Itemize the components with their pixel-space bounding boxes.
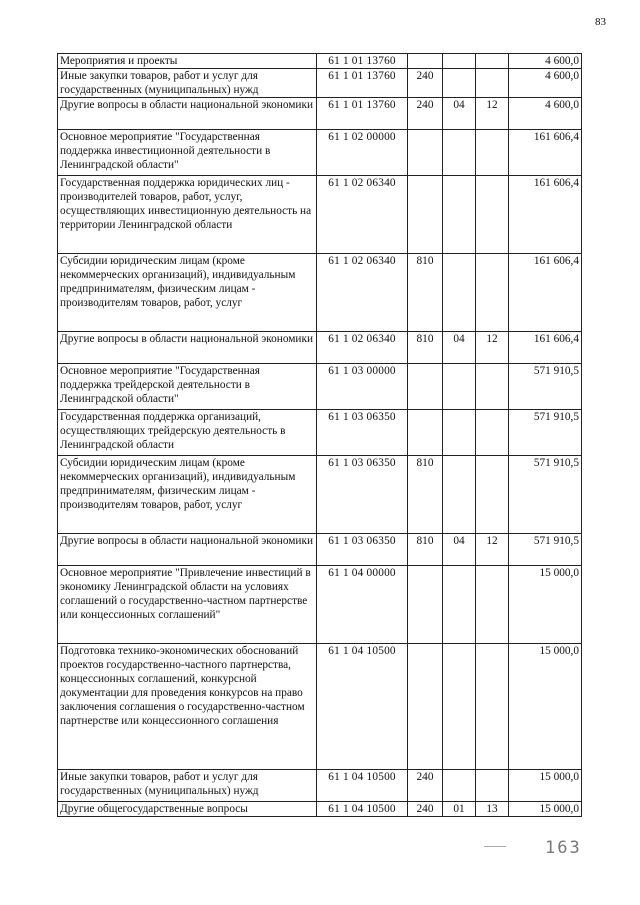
- expense-type: 810: [408, 456, 443, 534]
- amount: 15 000,0: [509, 802, 582, 817]
- target-code: 61 1 02 06340: [317, 332, 408, 364]
- expense-type: [408, 364, 443, 410]
- amount: 571 910,5: [509, 364, 582, 410]
- target-code: 61 1 04 00000: [317, 566, 408, 644]
- target-code: 61 1 01 13760: [317, 98, 408, 130]
- amount: 161 606,4: [509, 130, 582, 176]
- target-code: 61 1 03 06350: [317, 534, 408, 566]
- amount: 4 600,0: [509, 54, 582, 69]
- expense-type: [408, 130, 443, 176]
- row-name: Другие вопросы в области национальной экономики: [58, 534, 317, 566]
- amount: 15 000,0: [509, 566, 582, 644]
- target-code: 61 1 03 06350: [317, 410, 408, 456]
- target-code: 61 1 02 00000: [317, 130, 408, 176]
- target-code: 61 1 03 06350: [317, 456, 408, 534]
- subsection: 12: [476, 98, 509, 130]
- amount: 4 600,0: [509, 98, 582, 130]
- section: [443, 770, 476, 802]
- subsection: [476, 130, 509, 176]
- section: [443, 410, 476, 456]
- row-name: Основное мероприятие "Государственная поддержка инвестиционной деятельности в Ленинградской области": [58, 130, 317, 176]
- amount: 571 910,5: [509, 456, 582, 534]
- section: 04: [443, 98, 476, 130]
- row-name: Субсидии юридическим лицам (кроме некоммерческих организаций), индивидуальным предпринимателям, физическим лицам - производителям товаров, работ, услуг: [58, 456, 317, 534]
- row-name: Государственная поддержка юридических лиц - производителей товаров, работ, услуг, осуществляющих инвестиционную деятельность на территории Ленинградской области: [58, 176, 317, 254]
- section: [443, 69, 476, 98]
- subsection: [476, 54, 509, 69]
- subsection: 13: [476, 802, 509, 817]
- sheet-stamp: 163: [545, 838, 582, 858]
- target-code: 61 1 02 06340: [317, 176, 408, 254]
- amount: 161 606,4: [509, 176, 582, 254]
- row-name: Иные закупки товаров, работ и услуг для государственных (муниципальных) нужд: [58, 770, 317, 802]
- amount: 161 606,4: [509, 254, 582, 332]
- expense-type: 810: [408, 534, 443, 566]
- expense-type: [408, 644, 443, 770]
- row-name: Государственная поддержка организаций, осуществляющих трейдерскую деятельность в Ленинградской области: [58, 410, 317, 456]
- table-row: [58, 410, 582, 456]
- section: [443, 54, 476, 69]
- amount: 15 000,0: [509, 770, 582, 802]
- subsection: [476, 566, 509, 644]
- amount: 571 910,5: [509, 410, 582, 456]
- target-code: 61 1 04 10500: [317, 770, 408, 802]
- section: [443, 254, 476, 332]
- table-row: [58, 770, 582, 802]
- amount: 15 000,0: [509, 644, 582, 770]
- subsection: [476, 176, 509, 254]
- section: 01: [443, 802, 476, 817]
- subsection: [476, 410, 509, 456]
- expense-type: 240: [408, 98, 443, 130]
- table-row: [58, 69, 582, 98]
- table-row: [58, 98, 582, 130]
- row-name: Основное мероприятие "Привлечение инвестиций в экономику Ленинградской области на условиях соглашений о государственно-частном партнерстве или концессионных соглашений": [58, 566, 317, 644]
- table-row: [58, 176, 582, 254]
- row-name: Иные закупки товаров, работ и услуг для государственных (муниципальных) нужд: [58, 69, 317, 98]
- section: [443, 130, 476, 176]
- row-name: Другие вопросы в области национальной экономики: [58, 332, 317, 364]
- expense-type: [408, 176, 443, 254]
- table-row: [58, 802, 582, 817]
- expense-type: [408, 54, 443, 69]
- amount: 161 606,4: [509, 332, 582, 364]
- target-code: 61 1 04 10500: [317, 644, 408, 770]
- table-row: [58, 364, 582, 410]
- target-code: 61 1 03 00000: [317, 364, 408, 410]
- target-code: 61 1 01 13760: [317, 69, 408, 98]
- row-name: Мероприятия и проекты: [58, 54, 317, 69]
- table-row: [58, 54, 582, 69]
- section: 04: [443, 534, 476, 566]
- expense-type: 240: [408, 770, 443, 802]
- target-code: 61 1 04 10500: [317, 802, 408, 817]
- subsection: [476, 364, 509, 410]
- target-code: 61 1 02 06340: [317, 254, 408, 332]
- section: [443, 644, 476, 770]
- row-name: Другие общегосударственные вопросы: [58, 802, 317, 817]
- row-name: Субсидии юридическим лицам (кроме некоммерческих организаций), индивидуальным предпринимателям, физическим лицам - производителям товаров, работ, услуг: [58, 254, 317, 332]
- subsection: [476, 254, 509, 332]
- section: 04: [443, 332, 476, 364]
- table-row: [58, 566, 582, 644]
- expense-type: 810: [408, 254, 443, 332]
- section: [443, 176, 476, 254]
- subsection: 12: [476, 534, 509, 566]
- table-row: [58, 254, 582, 332]
- table-row: [58, 130, 582, 176]
- amount: 571 910,5: [509, 534, 582, 566]
- table-row: [58, 534, 582, 566]
- expense-type: [408, 410, 443, 456]
- target-code: 61 1 01 13760: [317, 54, 408, 69]
- row-name: Другие вопросы в области национальной экономики: [58, 98, 317, 130]
- subsection: [476, 456, 509, 534]
- section: [443, 456, 476, 534]
- row-name: Основное мероприятие "Государственная поддержка трейдерской деятельности в Ленинградской области": [58, 364, 317, 410]
- table-row: [58, 644, 582, 770]
- page-number: 83: [595, 16, 606, 28]
- table-row: [58, 332, 582, 364]
- scan-mark: [484, 846, 506, 847]
- expense-type: 810: [408, 332, 443, 364]
- expense-type: 240: [408, 69, 443, 98]
- subsection: [476, 644, 509, 770]
- expense-type: 240: [408, 802, 443, 817]
- subsection: 12: [476, 332, 509, 364]
- subsection: [476, 770, 509, 802]
- budget-table: [57, 53, 582, 817]
- subsection: [476, 69, 509, 98]
- row-name: Подготовка технико-экономических обоснований проектов государственно-частного партнерства, концессионных соглашений, конкурсной документации для проведения конкурсов на право заключения соглашения о государственно-частном партнерстве или концессионного соглашения: [58, 644, 317, 770]
- expense-type: [408, 566, 443, 644]
- section: [443, 566, 476, 644]
- table-row: [58, 456, 582, 534]
- section: [443, 364, 476, 410]
- amount: 4 600,0: [509, 69, 582, 98]
